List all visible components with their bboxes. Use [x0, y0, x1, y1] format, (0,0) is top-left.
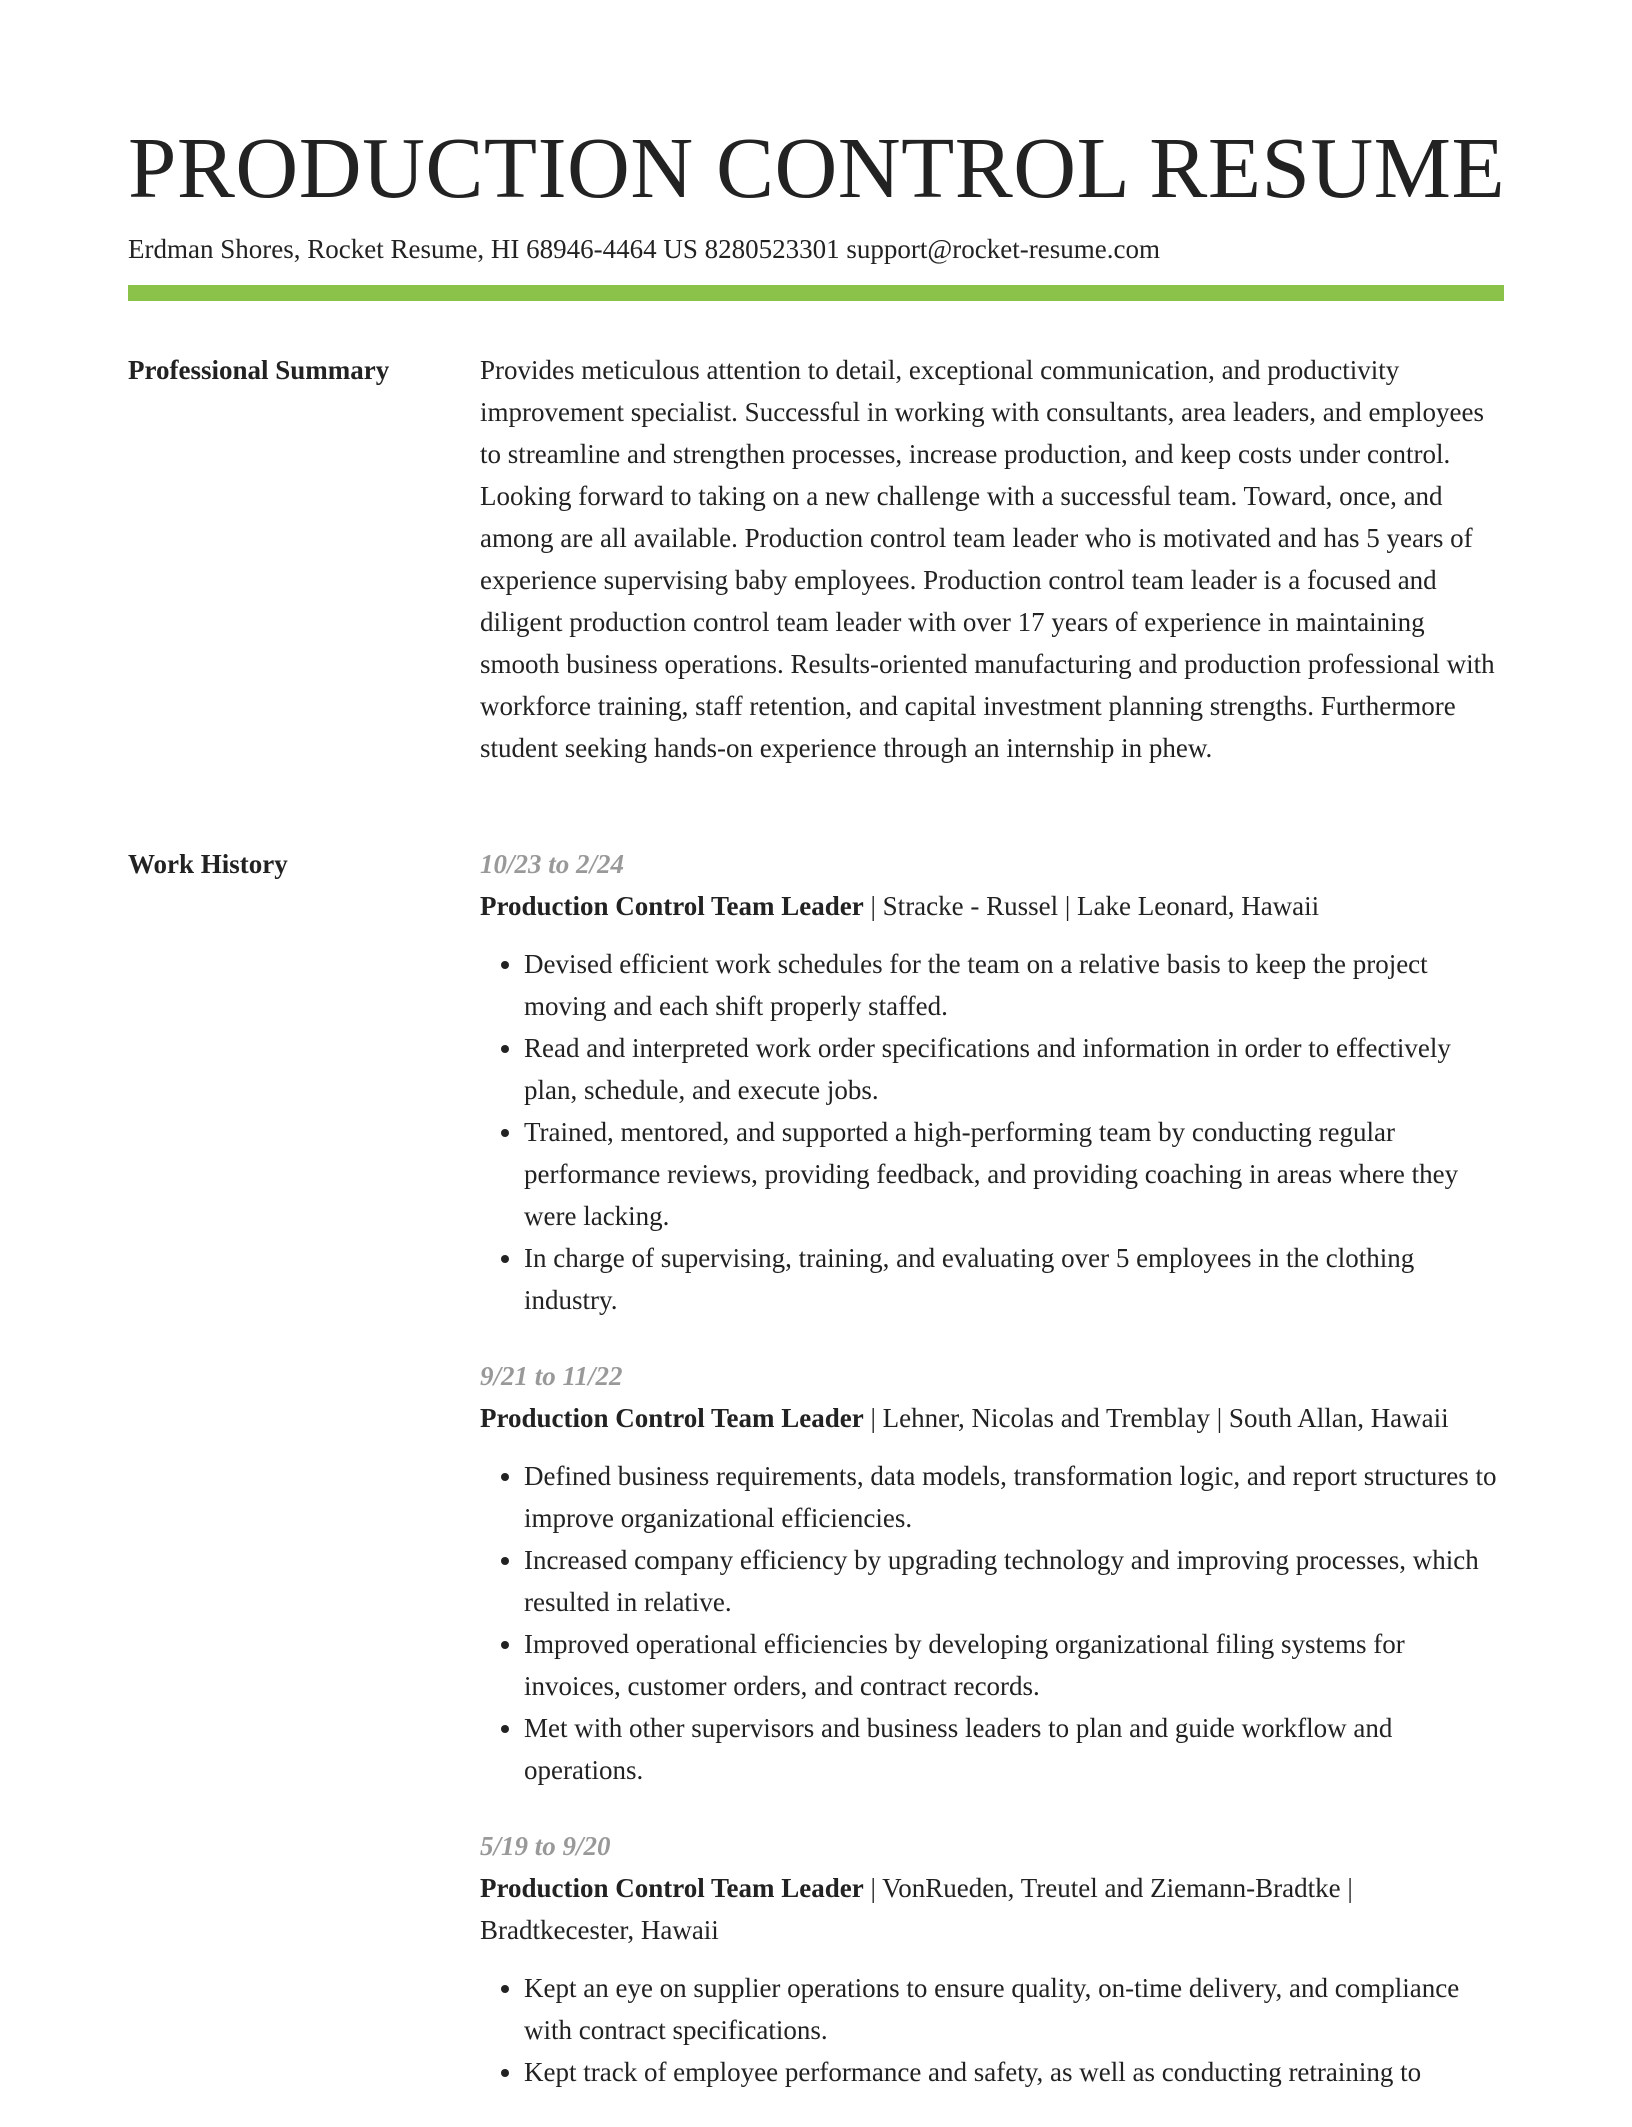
header-divider: [128, 285, 1504, 301]
bullet-item: • Increased company efficiency by upgrading technology and improving processes, which resulted in relative.: [524, 1539, 1504, 1623]
job-title: Production Control Team Leader: [480, 891, 864, 921]
resume-title: PRODUCTION CONTROL RESUME: [128, 119, 1506, 216]
contact-line: Erdman Shores, Rocket Resume, HI 68946-4464 US 8280523301 support@rocket-resume.com: [128, 234, 1160, 264]
section-label-work-history: Work History: [128, 849, 288, 879]
job-date: 10/23 to 2/24: [480, 849, 625, 879]
job-details: | Stracke - Russel | Lake Leonard, Hawaii: [863, 891, 1320, 921]
bullet-item: • Trained, mentored, and supported a high-performing team by conducting regular performance reviews, providing feedback, and providing coaching in areas where they were lacking.: [524, 1111, 1504, 1237]
bullet-item: • Kept track of employee performance and safety, as well as conducting retraining to: [524, 2051, 1504, 2093]
job-details: | Lehner, Nicolas and Tremblay | South Allan, Hawaii: [863, 1403, 1449, 1433]
job-entry: [480, 843, 1504, 1321]
job-details: | VonRueden, Treutel and Ziemann-Bradtke | Bradtkecester, Hawaii: [480, 1873, 1353, 1945]
job-bullets: [480, 943, 1504, 1321]
job-heading: [480, 1397, 1504, 1439]
bullet-item: • Met with other supervisors and business leaders to plan and guide workflow and operations.: [524, 1707, 1504, 1791]
job-heading: [480, 885, 1504, 927]
job-date: 5/19 to 9/20: [480, 1831, 611, 1861]
job-title: Production Control Team Leader: [480, 1403, 864, 1433]
job-bullets: [480, 1455, 1504, 1791]
work-history-body: [480, 843, 1504, 2127]
job-bullets: [480, 1967, 1504, 2093]
bullet-item: • Improved operational efficiencies by developing organizational filing systems for invoices, customer orders, and contract records.: [524, 1623, 1504, 1707]
job-title: Production Control Team Leader: [480, 1873, 864, 1903]
job-entry: [480, 1825, 1504, 2093]
bullet-item: • In charge of supervising, training, and evaluating over 5 employees in the clothing industry.: [524, 1237, 1504, 1321]
bullet-item: • Defined business requirements, data models, transformation logic, and report structures to improve organizational efficiencies.: [524, 1455, 1504, 1539]
bullet-item: • Kept an eye on supplier operations to ensure quality, on-time delivery, and compliance with contract specifications.: [524, 1967, 1504, 2051]
summary-text: Provides meticulous attention to detail, exceptional communication, and productivity improvement specialist. Successful in working with consultants, area leaders, and employees to streamline and strengthen processes, increase production, and keep costs under control. Looking forward to taking on a new challenge with a successful team. Toward, once, and among are all available. Production control team leader who is motivated and has 5 years of experience supervising baby employees. Production control team leader is a focused and diligent production control team leader with over 17 years of experience in maintaining smooth business operations. Results-oriented manufacturing and production professional with workforce training, staff retention, and capital investment planning strengths. Furthermore student seeking hands-on experience through an internship in phew.: [480, 355, 1495, 763]
job-date: 9/21 to 11/22: [480, 1361, 623, 1391]
section-label-summary: Professional Summary: [128, 355, 390, 385]
summary-body: [480, 349, 1504, 769]
bullet-item: • Read and interpreted work order specifications and information in order to effectively plan, schedule, and execute jobs.: [524, 1027, 1504, 1111]
job-entry: [480, 1355, 1504, 1791]
bullet-item: • Devised efficient work schedules for the team on a relative basis to keep the project moving and each shift properly staffed.: [524, 943, 1504, 1027]
job-heading: [480, 1867, 1504, 1951]
